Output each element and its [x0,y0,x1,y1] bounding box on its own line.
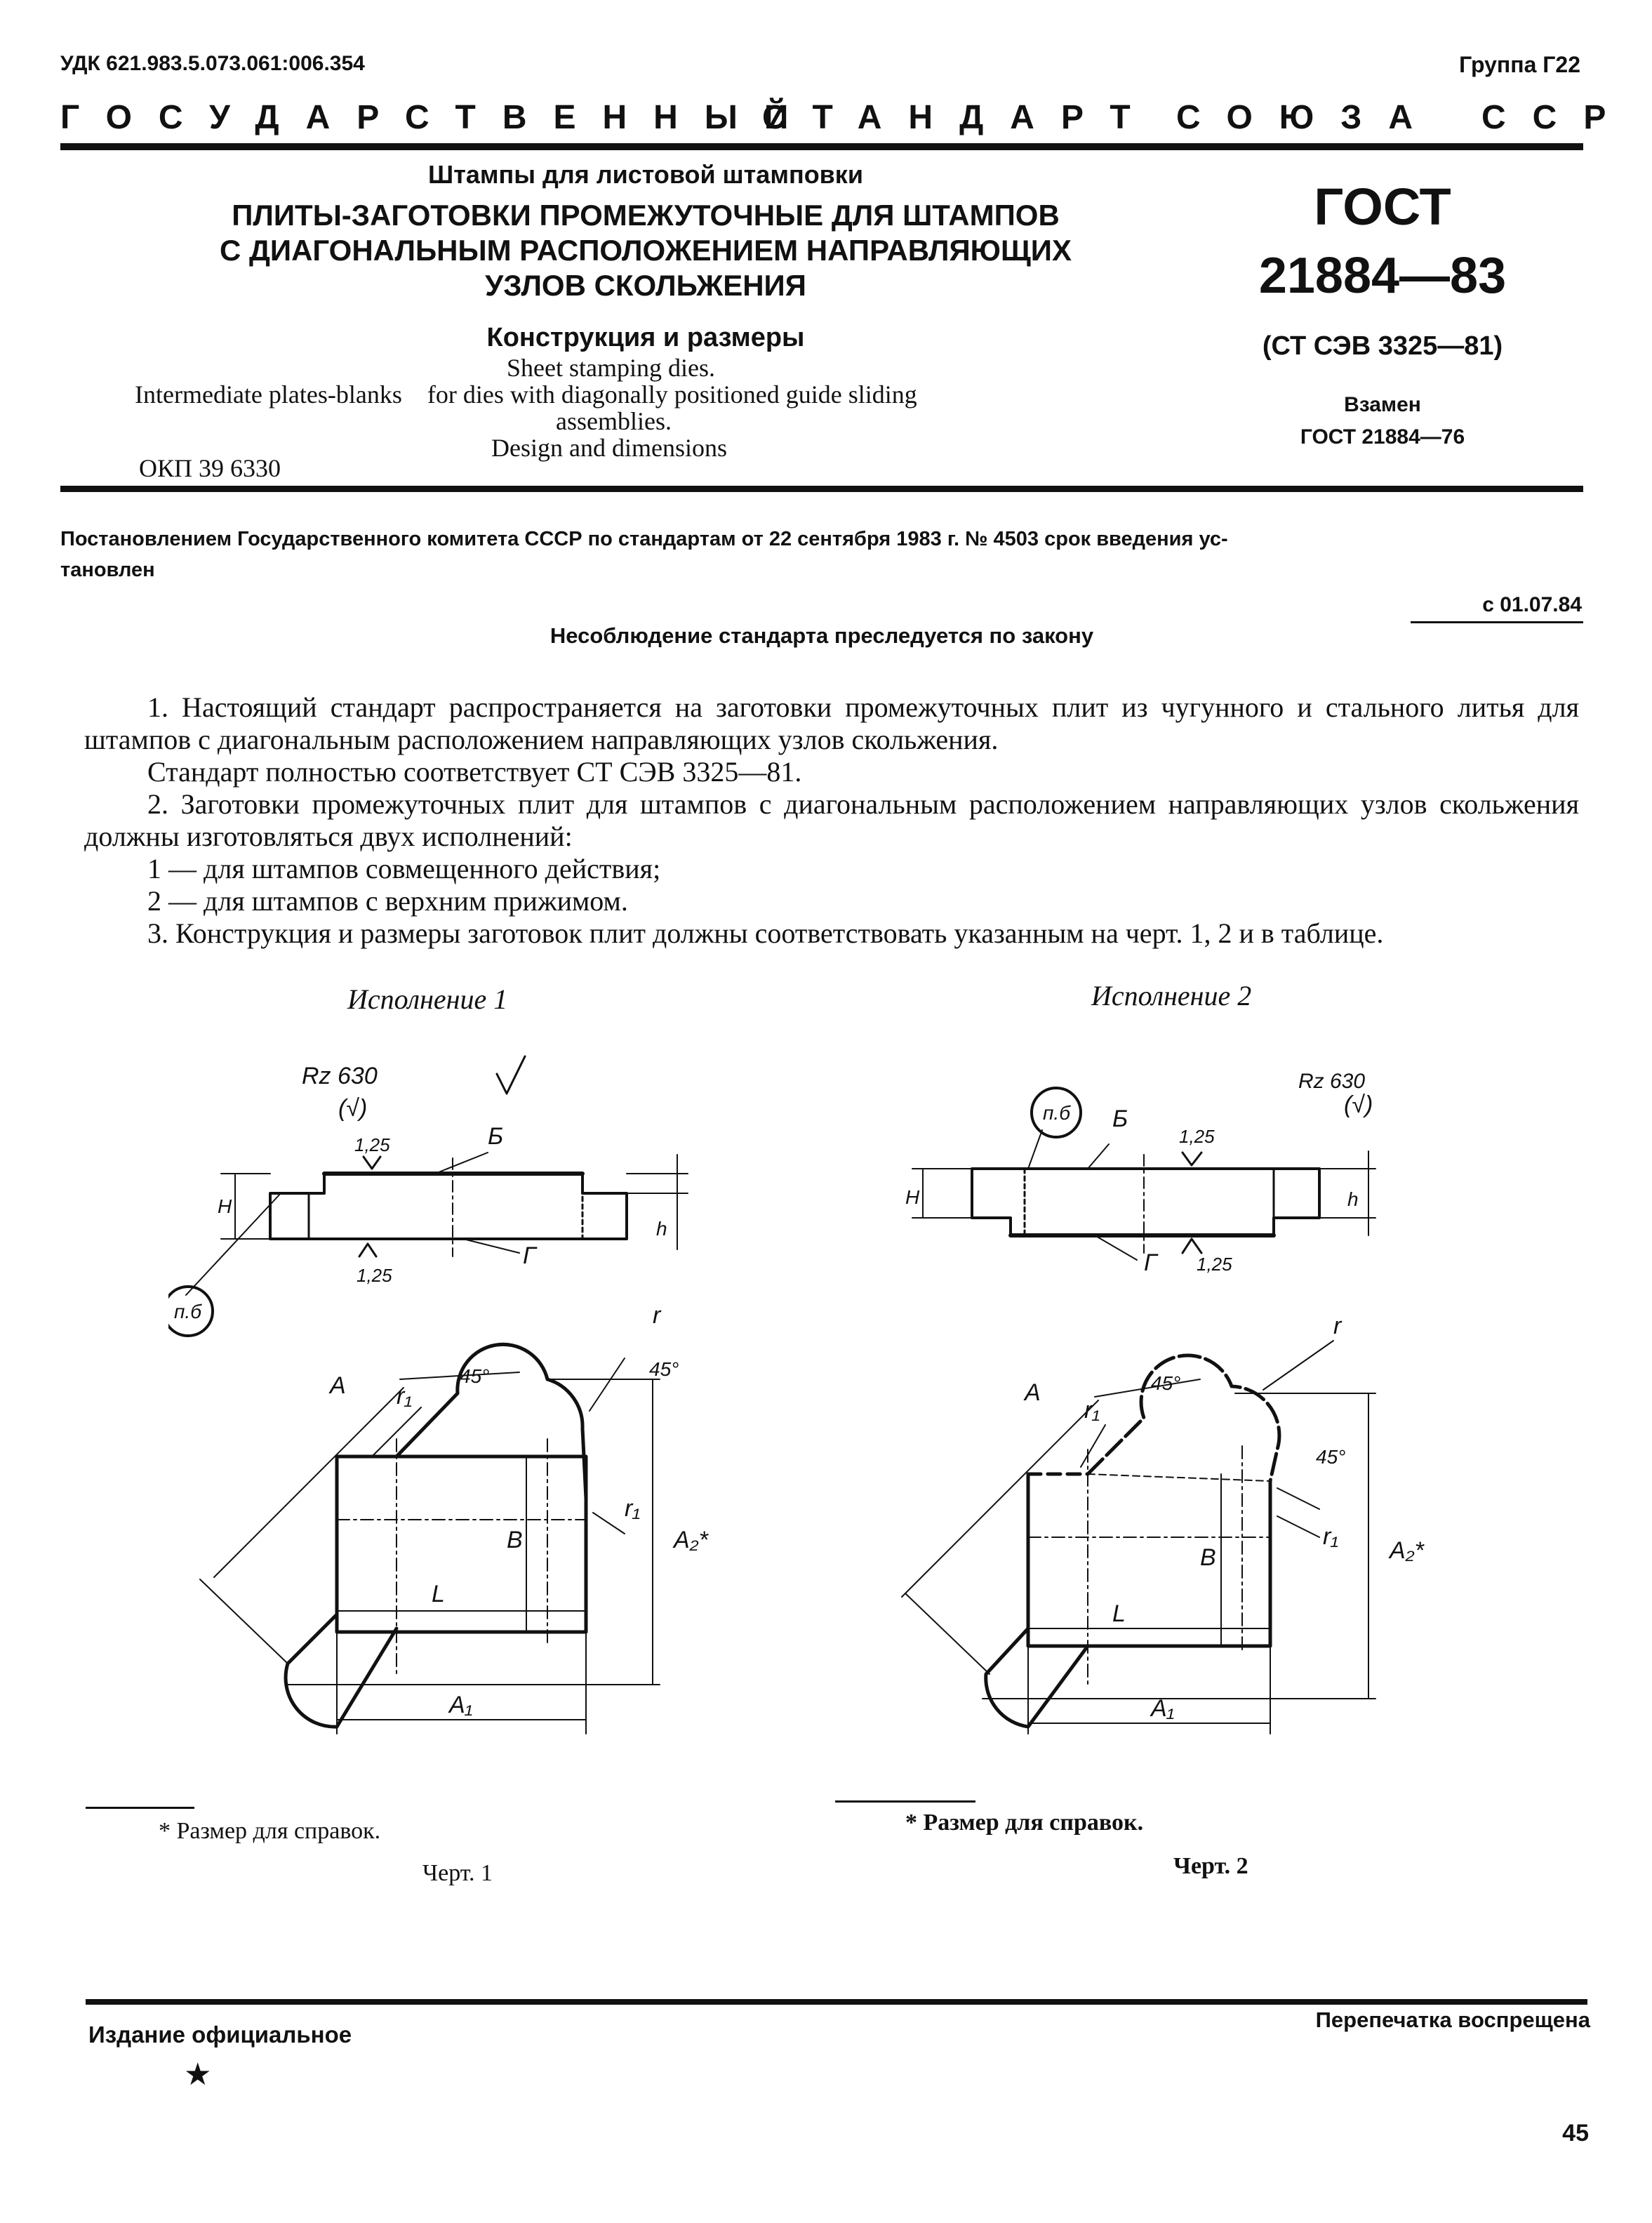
fig1-A: A [330,1372,346,1399]
fig1-r: r [653,1302,661,1329]
decree-line-2: тановлен [60,559,155,581]
english-line-2a: Intermediate plates-blanks [135,380,402,409]
fig2-g-cyr: Г [1144,1249,1157,1276]
decree-line-1: Постановлением Государственного комитета СССР по стандартам от 22 сентября 1983 г. № 4503 срок введения ус- [60,528,1228,550]
fig1-rough-bot: 1,25 [357,1265,392,1286]
fig2-deg1: 45° [1151,1372,1181,1394]
replaces-label: Взамен [1344,393,1421,416]
english-line-1: Sheet stamping dies. [507,354,715,382]
gost-label: ГОСТ [1314,178,1451,236]
fig2-h: h [1347,1188,1359,1210]
fig1-A1: A₁ [449,1692,473,1718]
banner-word-4: ССР [1481,99,1633,136]
paragraph-2: 2. Заготовки промежуточных плит для штампов с диагональным расположением направляющих узлов скольжения должны изготовляться двух исполнений: [84,788,1579,852]
effective-date: с 01.07.84 [1482,593,1582,616]
fig2-check: (√) [1344,1091,1373,1118]
fig2-A2: A₂* [1390,1537,1424,1564]
fig1-r1a: r₁ [397,1383,413,1409]
title-rule [60,486,1583,492]
gost-number: 21884—83 [1258,248,1507,304]
fig2-L: L [1112,1600,1126,1627]
fig1-rough-top: 1,25 [354,1134,390,1155]
fig2-r1a: r₁ [1084,1397,1100,1424]
fig2-pb: п.б [1043,1102,1070,1124]
fig1-g-cyr: Г [523,1242,536,1269]
official-edition: Издание официальное [88,2022,352,2048]
body-text [84,691,1579,950]
fig2-caption: Черт. 2 [1173,1853,1248,1879]
fig2-A1: A₁ [1151,1695,1175,1722]
udk-code: УДК 621.983.5.073.061:006.354 [60,52,365,75]
fig1-r1b: r₁ [625,1495,641,1522]
item-2: 2 — для штампов с верхним прижимом. [147,885,628,917]
main-title-line-1: ПЛИТЫ-ЗАГОТОВКИ ПРОМЕЖУТОЧНЫЕ ДЛЯ ШТАМПОВ [232,199,1060,232]
paragraph-3: 3. Конструкция и размеры заготовок плит должны соответствовать указанным на черт. 1, 2 и в таблице. [147,917,1384,949]
fig1-caption: Черт. 1 [422,1860,493,1886]
main-title-line-3: УЗЛОВ СКОЛЬЖЕНИЯ [485,269,806,302]
fig1-check: (√) [338,1095,368,1122]
banner-word-1: ГОСУДАРСТВЕННЫЙ [60,99,815,136]
fig1-footnote: * Размер для справок. [159,1818,381,1844]
item-1: 1 — для штампов совмещенного действия; [147,853,661,884]
replaces-gost: ГОСТ 21884—76 [1300,425,1465,449]
sev-number: (СТ СЭВ 3325—81) [1262,331,1503,361]
page-number: 45 [1562,2120,1589,2146]
paragraph-1b: Стандарт полностью соответствует СТ СЭВ 3325—81. [147,756,802,788]
fig1-b-cyr: Б [488,1123,504,1150]
fig1-footnote-rule [86,1807,194,1809]
fig2-footnote: * Размер для справок. [905,1810,1144,1836]
fig1-L: L [432,1581,445,1607]
header-rule [60,143,1583,150]
fig2-deg2: 45° [1316,1446,1346,1468]
fig2-rough-bot: 1,25 [1197,1254,1232,1275]
fig2-B: B [1200,1544,1216,1571]
main-title-line-2: С ДИАГОНАЛЬНЫМ РАСПОЛОЖЕНИЕМ НАПРАВЛЯЮЩИХ [219,234,1072,267]
star-icon: ★ [184,2057,212,2092]
subtitle: Конструкция и размеры [486,323,805,352]
legal-warning: Несоблюдение стандарта преследуется по закону [549,623,1094,648]
fig2-heading: Исполнение 2 [1091,980,1252,1011]
fig1-H: H [218,1195,232,1217]
main-title [126,198,1165,303]
group-code: Группа Г22 [1459,52,1580,77]
fig1-deg2: 45° [649,1358,679,1380]
fig2-r1b: r₁ [1323,1523,1339,1550]
banner-word-3: СОЮЗА [1176,99,1440,136]
fig2-drawing [884,1025,1460,1741]
english-title [135,354,1124,461]
fig2-footnote-rule [835,1800,975,1803]
footer-rule [86,1999,1587,2005]
fig2-H: H [905,1186,920,1208]
fig1-drawing [168,1025,744,1741]
paragraph-1: 1. Настоящий стандарт распространяется на заготовки промежуточных плит из чугунного и стального литья для штампов с диагональным расположением направляющих узлов скольжения. [84,691,1579,755]
fig1-rz: Rz 630 [302,1063,378,1089]
english-line-2-wrap [135,381,1124,408]
fig2-A: A [1025,1379,1041,1406]
fig1-A2: A₂* [674,1527,708,1553]
category-title: Штампы для листовой штамповки [428,160,863,189]
fig1-heading: Исполнение 1 [347,983,508,1015]
fig1-pb: п.б [174,1301,201,1322]
okp-code: ОКП 39 6330 [139,454,281,482]
english-line-4: Design and dimensions [491,434,727,462]
fig1-deg1: 45° [460,1365,490,1387]
english-line-2b: for dies with diagonally positioned guide sliding [427,380,917,409]
fig2-b-cyr: Б [1112,1106,1128,1132]
fig1-h: h [656,1218,667,1240]
state-standard-banner [60,98,1633,140]
fig2-rz: Rz 630 [1298,1070,1366,1093]
fig2-r: r [1333,1313,1342,1339]
reprint-notice: Перепечатка воспрещена [1315,2008,1590,2032]
fig2-rough-top: 1,25 [1179,1126,1215,1147]
english-line-3: assemblies. [556,407,672,435]
banner-word-2: СТАНДАРТ [762,99,1157,136]
fig1-B: B [507,1527,523,1553]
